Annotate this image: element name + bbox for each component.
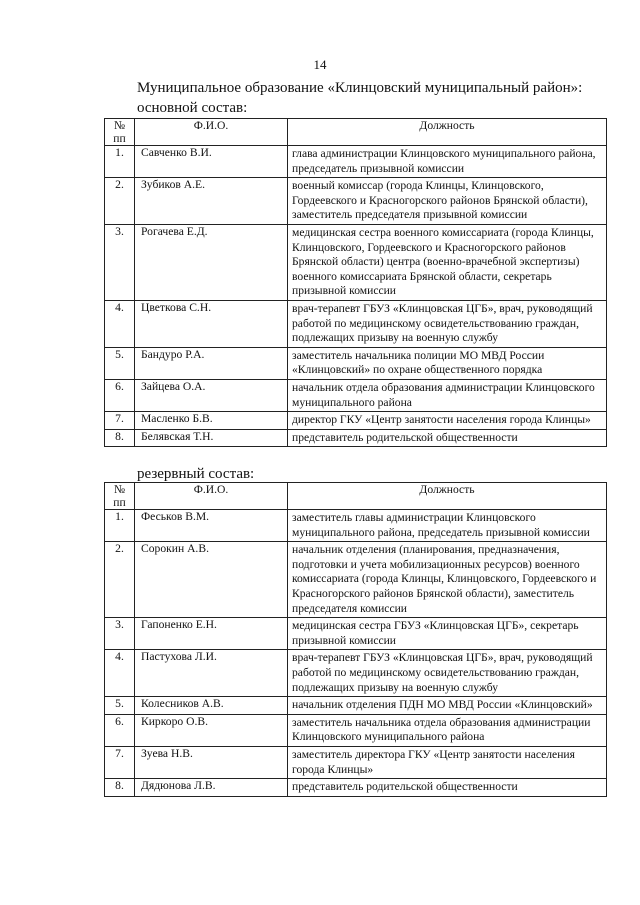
table-row	[105, 714, 607, 746]
member-position: заместитель директора ГКУ «Центр занятости населения города Клинцы»	[288, 746, 607, 778]
table-row	[105, 746, 607, 778]
header-role: Должность	[288, 119, 607, 146]
row-number: 3.	[105, 224, 135, 300]
row-number: 6.	[105, 714, 135, 746]
member-name: Цветкова С.Н.	[135, 300, 288, 347]
member-name: Гапоненко Е.Н.	[135, 618, 288, 650]
row-number: 7.	[105, 412, 135, 430]
member-position: военный комиссар (города Клинцы, Клинцовского, Гордеевского и Красногорского районов Брянской области), заместитель председателя призывной комиссии	[288, 178, 607, 225]
member-position: глава администрации Клинцовского муниципального района, председатель призывной комиссии	[288, 146, 607, 178]
member-name: Савченко В.И.	[135, 146, 288, 178]
member-name: Бандуро Р.А.	[135, 347, 288, 379]
row-number: 8.	[105, 429, 135, 447]
table-row	[105, 779, 607, 797]
member-position: начальник отделения ПДН МО МВД России «Клинцовский»	[288, 697, 607, 715]
table-header-row	[105, 483, 607, 510]
main-composition-table	[104, 118, 607, 447]
member-position: врач-терапевт ГБУЗ «Клинцовская ЦГБ», врач, руководящий работой по медицинскому освидетельствованию граждан, подлежащих призыву на военную службу	[288, 650, 607, 697]
member-name: Киркоро О.В.	[135, 714, 288, 746]
member-name: Масленко Б.В.	[135, 412, 288, 430]
table-header-row	[105, 119, 607, 146]
row-number: 5.	[105, 347, 135, 379]
member-name: Сорокин А.В.	[135, 542, 288, 618]
member-position: медицинская сестра ГБУЗ «Клинцовская ЦГБ», секретарь призывной комиссии	[288, 618, 607, 650]
row-number: 2.	[105, 542, 135, 618]
reserve-composition-table	[104, 482, 607, 797]
header-num: № пп	[105, 483, 135, 510]
member-position: врач-терапевт ГБУЗ «Клинцовская ЦГБ», врач, руководящий работой по медицинскому освидетельствованию граждан, подлежащих призыву на военную службу	[288, 300, 607, 347]
member-position: заместитель главы администрации Клинцовского муниципального района, председатель призывной комиссии	[288, 510, 607, 542]
row-number: 3.	[105, 618, 135, 650]
row-number: 6.	[105, 379, 135, 411]
member-name: Зайцева О.А.	[135, 379, 288, 411]
member-name: Пастухова Л.И.	[135, 650, 288, 697]
member-position: представитель родительской общественности	[288, 429, 607, 447]
member-position: директор ГКУ «Центр занятости населения города Клинцы»	[288, 412, 607, 430]
member-name: Дядюнова Л.В.	[135, 779, 288, 797]
member-position: начальник отделения (планирования, предназначения, подготовки и учета мобилизационных ресурсов) военного комиссариата (города Клинцы, Клинцовского, Гордеевского и Красногорского районов Брянской области), заместитель председателя комиссии	[288, 542, 607, 618]
member-name: Рогачева Е.Д.	[135, 224, 288, 300]
row-number: 1.	[105, 146, 135, 178]
table-row	[105, 300, 607, 347]
row-number: 4.	[105, 300, 135, 347]
header-num: № пп	[105, 119, 135, 146]
row-number: 5.	[105, 697, 135, 715]
table-row	[105, 178, 607, 225]
member-name: Колесников А.В.	[135, 697, 288, 715]
main-composition-label: основной состав:	[137, 100, 248, 116]
table-row	[105, 618, 607, 650]
table-row	[105, 412, 607, 430]
header-role: Должность	[288, 483, 607, 510]
member-name: Зубиков А.Е.	[135, 178, 288, 225]
page-number: 14	[313, 57, 327, 72]
row-number: 7.	[105, 746, 135, 778]
member-position: заместитель начальника отдела образования администрации Клинцовского муниципального района	[288, 714, 607, 746]
table-row	[105, 542, 607, 618]
table-row	[105, 347, 607, 379]
document-title: Муниципальное образование «Клинцовский муниципальный район»:	[137, 80, 583, 96]
table-row	[105, 379, 607, 411]
table-row	[105, 224, 607, 300]
table-row	[105, 510, 607, 542]
table-row	[105, 429, 607, 447]
member-position: медицинская сестра военного комиссариата (города Клинцы, Клинцовского, Гордеевского и Красногорского районов Брянской области) центра (военно-врачебной экспертизы) военного комиссариата Брянской области, секретарь призывной комиссии	[288, 224, 607, 300]
row-number: 2.	[105, 178, 135, 225]
table-row	[105, 650, 607, 697]
header-name: Ф.И.О.	[135, 483, 288, 510]
member-name: Феськов В.М.	[135, 510, 288, 542]
table-row	[105, 697, 607, 715]
member-name: Белявская Т.Н.	[135, 429, 288, 447]
header-name: Ф.И.О.	[135, 119, 288, 146]
reserve-composition-label: резервный состав:	[137, 466, 255, 482]
member-position: заместитель начальника полиции МО МВД России «Клинцовский» по охране общественного порядка	[288, 347, 607, 379]
member-position: начальник отдела образования администрации Клинцовского муниципального района	[288, 379, 607, 411]
member-position: представитель родительской общественности	[288, 779, 607, 797]
table-row	[105, 146, 607, 178]
member-name: Зуева Н.В.	[135, 746, 288, 778]
row-number: 8.	[105, 779, 135, 797]
row-number: 4.	[105, 650, 135, 697]
row-number: 1.	[105, 510, 135, 542]
